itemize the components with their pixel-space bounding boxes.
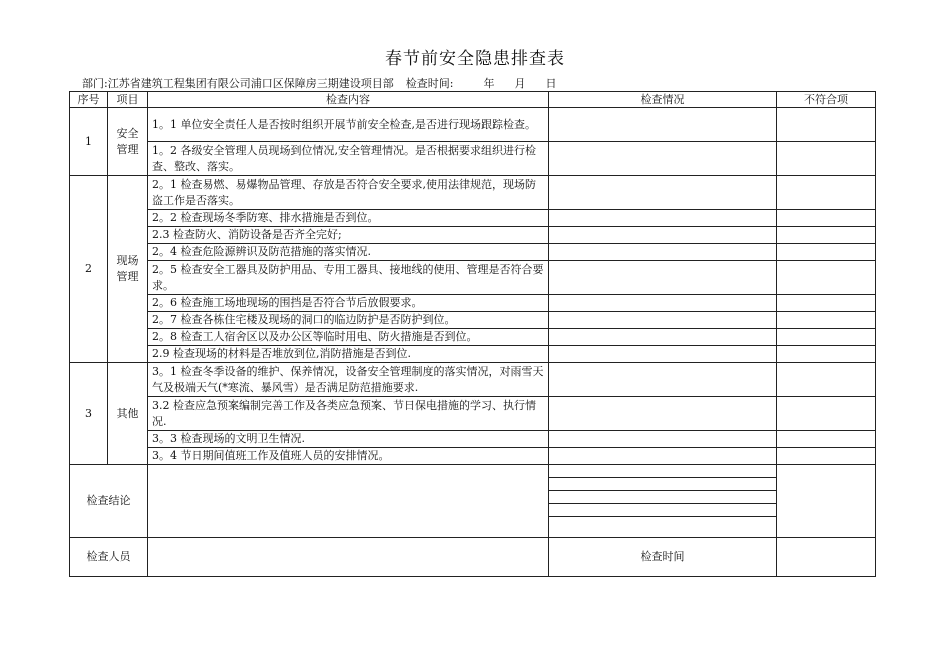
check-content: 1。2 各级安全管理人员现场到位情况,安全管理情况。是否根据要求组织进行检查、整改、落实。 xyxy=(148,142,549,176)
nonconform-cell[interactable] xyxy=(777,210,876,227)
nonconform-cell[interactable] xyxy=(777,295,876,312)
nonconform-cell[interactable] xyxy=(777,363,876,397)
day-label: 日 xyxy=(545,77,557,90)
check-content: 3。4 节日期间值班工作及值班人员的安排情况。 xyxy=(148,448,549,465)
check-status-cell[interactable] xyxy=(549,142,777,176)
header-status: 检查情况 xyxy=(549,92,777,108)
inspector-cell[interactable] xyxy=(148,538,549,577)
check-content: 3。1 检查冬季设备的维护、保养情况，设备安全管理制度的落实情况，对雨雪天气及极端天气(*寒流、暴风雪）是否满足防范措施要求. xyxy=(148,363,549,397)
check-status-cell[interactable] xyxy=(549,363,777,397)
group-seq: 1 xyxy=(70,108,108,176)
nonconform-cell[interactable] xyxy=(777,431,876,448)
check-status-cell[interactable] xyxy=(549,329,777,346)
nonconform-cell[interactable] xyxy=(777,244,876,261)
conclusion-row xyxy=(70,465,876,478)
check-status-cell[interactable] xyxy=(549,346,777,363)
conclusion-nonconform-cell[interactable] xyxy=(777,465,876,538)
inspector-label: 检查人员 xyxy=(70,538,148,577)
check-status-cell[interactable] xyxy=(549,176,777,210)
check-content: 2.9 检查现场的材料是否堆放到位,消防措施是否到位. xyxy=(148,346,549,363)
check-content: 2。2 检查现场冬季防寒、排水措施是否到位。 xyxy=(148,210,549,227)
table-row xyxy=(70,448,876,465)
header-content: 检查内容 xyxy=(148,92,549,108)
group-item: 安全管理 xyxy=(108,108,148,176)
table-row xyxy=(70,431,876,448)
check-status-cell[interactable] xyxy=(549,431,777,448)
nonconform-cell[interactable] xyxy=(777,346,876,363)
nonconform-cell[interactable] xyxy=(777,227,876,244)
table-row xyxy=(70,363,876,397)
table-row xyxy=(70,295,876,312)
inspector-row xyxy=(70,538,876,577)
check-status-cell[interactable] xyxy=(549,210,777,227)
department-value: 江苏省建筑工程集团有限公司浦口区保障房三期建设项目部 xyxy=(107,77,394,90)
department-label: 部门: xyxy=(82,77,108,90)
table-row xyxy=(70,312,876,329)
group-item: 其他 xyxy=(108,363,148,465)
check-status-cell[interactable] xyxy=(549,448,777,465)
check-content: 3。3 检查现场的文明卫生情况. xyxy=(148,431,549,448)
nonconform-cell[interactable] xyxy=(777,329,876,346)
check-content: 2。4 检查危险源辨识及防范措施的落实情况. xyxy=(148,244,549,261)
table-row xyxy=(70,346,876,363)
nonconform-cell[interactable] xyxy=(777,448,876,465)
conclusion-status-line[interactable] xyxy=(549,517,777,538)
check-status-cell[interactable] xyxy=(549,295,777,312)
table-row xyxy=(70,176,876,210)
month-label: 月 xyxy=(514,77,526,90)
conclusion-status-line[interactable] xyxy=(549,478,777,491)
conclusion-cell[interactable] xyxy=(148,465,549,538)
nonconform-cell[interactable] xyxy=(777,397,876,431)
group-seq: 3 xyxy=(70,363,108,465)
check-status-cell[interactable] xyxy=(549,227,777,244)
check-status-cell[interactable] xyxy=(549,397,777,431)
conclusion-status-line[interactable] xyxy=(549,504,777,517)
group-item: 现场管理 xyxy=(108,176,148,363)
group-seq: 2 xyxy=(70,176,108,363)
table-header-row xyxy=(70,92,876,108)
check-status-cell[interactable] xyxy=(549,244,777,261)
check-time-label: 检查时间: xyxy=(405,77,454,90)
check-content: 3.2 检查应急预案编制完善工作及各类应急预案、节日保电措施的学习、执行情况. xyxy=(148,397,549,431)
conclusion-label: 检查结论 xyxy=(70,465,148,538)
header-seq: 序号 xyxy=(70,92,108,108)
check-status-cell[interactable] xyxy=(549,261,777,295)
table-row xyxy=(70,261,876,295)
header-item: 项目 xyxy=(108,92,148,108)
check-content: 2。5 检查安全工器具及防护用品、专用工器具、接地线的使用、管理是否符合要求。 xyxy=(148,261,549,295)
year-label: 年 xyxy=(483,77,495,90)
check-status-cell[interactable] xyxy=(549,312,777,329)
check-content: 2。7 检查各栋住宅楼及现场的洞口的临边防护是否防护到位。 xyxy=(148,312,549,329)
table-row xyxy=(70,142,876,176)
header-nonconform: 不符合项 xyxy=(777,92,876,108)
conclusion-status-line[interactable] xyxy=(549,491,777,504)
check-time-footer-label: 检查时间 xyxy=(549,538,777,577)
check-content: 2。6 检查施工场地现场的围挡是否符合节后放假要求。 xyxy=(148,295,549,312)
conclusion-status-line[interactable] xyxy=(549,465,777,478)
nonconform-cell[interactable] xyxy=(777,176,876,210)
check-status-cell[interactable] xyxy=(549,108,777,142)
inspection-table xyxy=(69,91,876,577)
nonconform-cell[interactable] xyxy=(777,142,876,176)
check-content: 2.3 检查防火、消防设备是否齐全完好; xyxy=(148,227,549,244)
check-content: 2。8 检查工人宿舍区以及办公区等临时用电、防火措施是否到位。 xyxy=(148,329,549,346)
table-row xyxy=(70,108,876,142)
table-row xyxy=(70,329,876,346)
table-row xyxy=(70,244,876,261)
check-content: 2。1 检查易燃、易爆物品管理、存放是否符合安全要求,使用法律规范，现场防盗工作是否落实。 xyxy=(148,176,549,210)
nonconform-cell[interactable] xyxy=(777,108,876,142)
check-content: 1。1 单位安全责任人是否按时组织开展节前安全检查,是否进行现场跟踪检查。 xyxy=(148,108,549,142)
table-row xyxy=(70,397,876,431)
form-header-line xyxy=(82,75,556,91)
check-time-cell[interactable] xyxy=(777,538,876,577)
nonconform-cell[interactable] xyxy=(777,312,876,329)
page-title: 春节前安全隐患排查表 xyxy=(385,49,565,69)
table-row xyxy=(70,210,876,227)
nonconform-cell[interactable] xyxy=(777,261,876,295)
table-row xyxy=(70,227,876,244)
